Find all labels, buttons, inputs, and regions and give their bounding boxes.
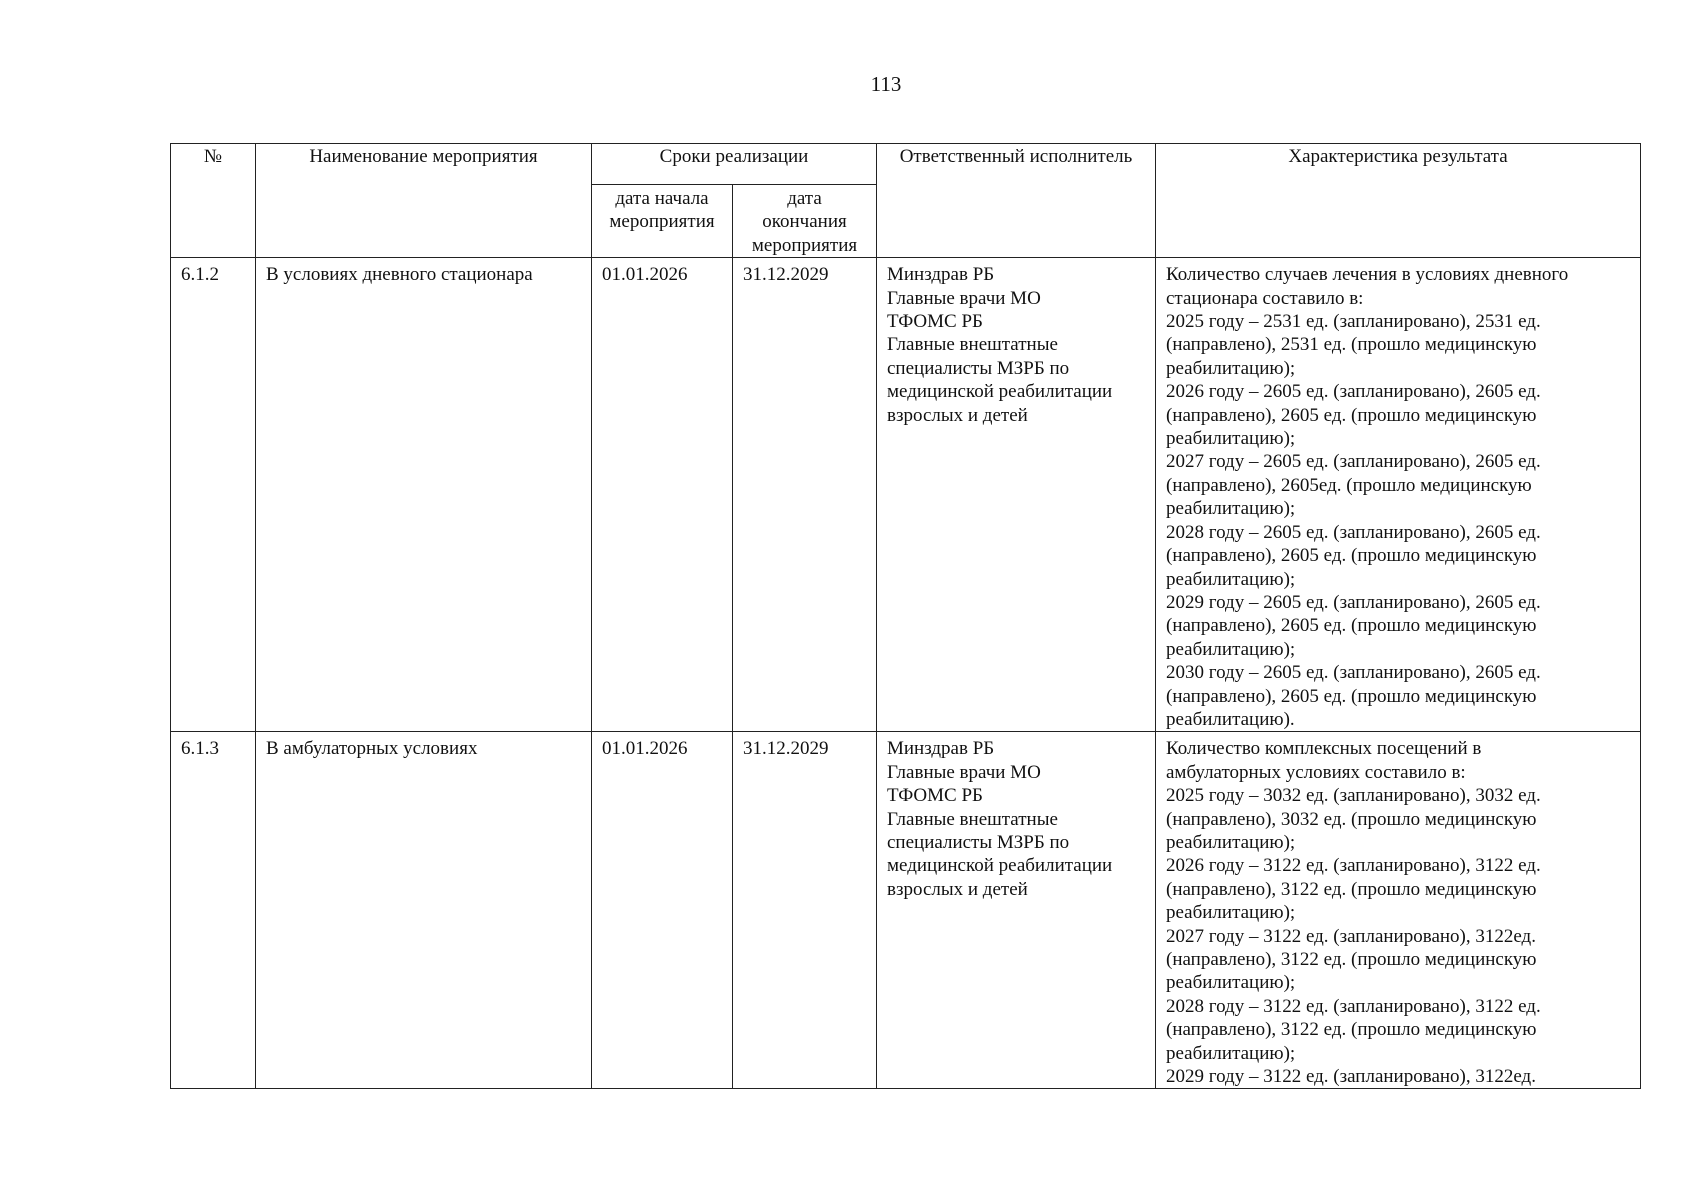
executor-line: взрослых и детей bbox=[887, 878, 1028, 900]
executor-line: специалисты МЗРБ по bbox=[887, 831, 1070, 853]
row-measure-name: В амбулаторных условиях bbox=[256, 732, 592, 1089]
result-line: 2025 году – 2531 ед. (запланировано), 2531 ед. bbox=[1166, 311, 1541, 333]
row-number: 6.1.2 bbox=[171, 258, 256, 732]
row-result bbox=[1156, 258, 1641, 732]
executor-line: Главные врачи МО bbox=[887, 287, 1041, 309]
executor-line: ТФОМС РБ bbox=[887, 311, 983, 333]
executor-line: специалисты МЗРБ по bbox=[887, 357, 1070, 379]
result-line: (направлено), 3122 ед. (прошло медицинскую bbox=[1166, 1019, 1537, 1041]
result-line: (направлено), 2605 ед. (прошло медицинскую bbox=[1166, 404, 1537, 426]
header-end-line: мероприятия bbox=[751, 234, 858, 256]
row-end-date: 31.12.2029 bbox=[733, 258, 877, 732]
result-line: реабилитацию). bbox=[1166, 708, 1295, 730]
row-measure-name: В условиях дневного стационара bbox=[256, 258, 592, 732]
result-line: 2029 году – 2605 ед. (запланировано), 2605 ед. bbox=[1166, 591, 1541, 613]
row-executor bbox=[877, 258, 1156, 732]
measures-table bbox=[170, 143, 1641, 1089]
result-line: 2028 году – 2605 ед. (запланировано), 2605 ед. bbox=[1166, 521, 1541, 543]
executor-line: Главные внештатные bbox=[887, 334, 1058, 356]
result-line: (направлено), 3122 ед. (прошло медицинскую bbox=[1166, 878, 1537, 900]
header-end-line: дата bbox=[787, 188, 822, 209]
result-line: реабилитацию); bbox=[1166, 357, 1296, 379]
table-row bbox=[171, 258, 1641, 732]
row-end-date: 31.12.2029 bbox=[733, 732, 877, 1089]
executor-line: медицинской реабилитации bbox=[887, 855, 1113, 877]
result-line: реабилитацию); bbox=[1166, 638, 1296, 660]
result-line: реабилитацию); bbox=[1166, 1042, 1296, 1064]
result-line: Количество случаев лечения в условиях дневного bbox=[1166, 264, 1569, 286]
header-start-line: мероприятия bbox=[609, 211, 715, 233]
executor-line: медицинской реабилитации bbox=[887, 381, 1113, 403]
header-executor: Ответственный исполнитель bbox=[877, 144, 1156, 258]
row-start-date: 01.01.2026 bbox=[592, 258, 733, 732]
row-number: 6.1.3 bbox=[171, 732, 256, 1089]
result-line: (направлено), 3032 ед. (прошло медицинскую bbox=[1166, 808, 1537, 830]
row-start-date: 01.01.2026 bbox=[592, 732, 733, 1089]
result-line: 2028 году – 3122 ед. (запланировано), 3122 ед. bbox=[1166, 995, 1541, 1017]
result-line: реабилитацию); bbox=[1166, 568, 1296, 590]
header-end-line: окончания bbox=[762, 211, 847, 233]
result-line: 2030 году – 2605 ед. (запланировано), 2605 ед. bbox=[1166, 662, 1541, 684]
result-line: реабилитацию); bbox=[1166, 902, 1296, 924]
result-line: 2027 году – 3122 ед. (запланировано), 3122ед. bbox=[1166, 925, 1536, 947]
result-line: амбулаторных условиях составило в: bbox=[1166, 761, 1466, 783]
header-result: Характеристика результата bbox=[1156, 144, 1641, 258]
result-line: (направлено), 3122 ед. (прошло медицинскую bbox=[1166, 949, 1537, 970]
result-line: (направлено), 2605 ед. (прошло медицинскую bbox=[1166, 685, 1537, 707]
table-row bbox=[171, 732, 1641, 1089]
result-line: (направлено), 2605 ед. (прошло медицинскую bbox=[1166, 545, 1537, 567]
result-line: (направлено), 2605 ед. (прошло медицинскую bbox=[1166, 615, 1537, 637]
header-measure-name: Наименование мероприятия bbox=[256, 144, 592, 258]
result-line: реабилитацию); bbox=[1166, 428, 1296, 450]
result-line: реабилитацию); bbox=[1166, 498, 1296, 520]
result-line: 2026 году – 2605 ед. (запланировано), 2605 ед. bbox=[1166, 381, 1541, 403]
result-line: (направлено), 2605ед. (прошло медицинскую bbox=[1166, 474, 1532, 496]
executor-line: взрослых и детей bbox=[887, 404, 1028, 426]
executor-line: Минздрав РБ bbox=[887, 264, 995, 286]
executor-line: Минздрав РБ bbox=[887, 738, 995, 760]
header-start-line: дата начала bbox=[615, 188, 709, 209]
header-number: № bbox=[171, 144, 256, 258]
row-executor bbox=[877, 732, 1156, 1089]
header-terms: Сроки реализации bbox=[592, 144, 877, 185]
executor-line: Главные врачи МО bbox=[887, 761, 1041, 783]
result-line: 2025 году – 3032 ед. (запланировано), 3032 ед. bbox=[1166, 785, 1541, 807]
result-line: 2029 году – 3122 ед. (запланировано), 3122ед. bbox=[1166, 1066, 1536, 1088]
page-number: 113 bbox=[870, 72, 902, 96]
result-line: Количество комплексных посещений в bbox=[1166, 738, 1482, 760]
result-line: 2026 году – 3122 ед. (запланировано), 3122 ед. bbox=[1166, 855, 1541, 877]
result-line: реабилитацию); bbox=[1166, 831, 1296, 853]
executor-line: ТФОМС РБ bbox=[887, 785, 983, 807]
result-line: 2027 году – 2605 ед. (запланировано), 2605 ед. bbox=[1166, 451, 1541, 473]
result-line: стационара составило в: bbox=[1166, 287, 1364, 309]
header-start-date bbox=[592, 185, 733, 258]
row-result bbox=[1156, 732, 1641, 1089]
result-line: реабилитацию); bbox=[1166, 972, 1296, 994]
executor-line: Главные внештатные bbox=[887, 808, 1058, 830]
result-line: (направлено), 2531 ед. (прошло медицинскую bbox=[1166, 334, 1537, 356]
header-end-date bbox=[733, 185, 877, 258]
